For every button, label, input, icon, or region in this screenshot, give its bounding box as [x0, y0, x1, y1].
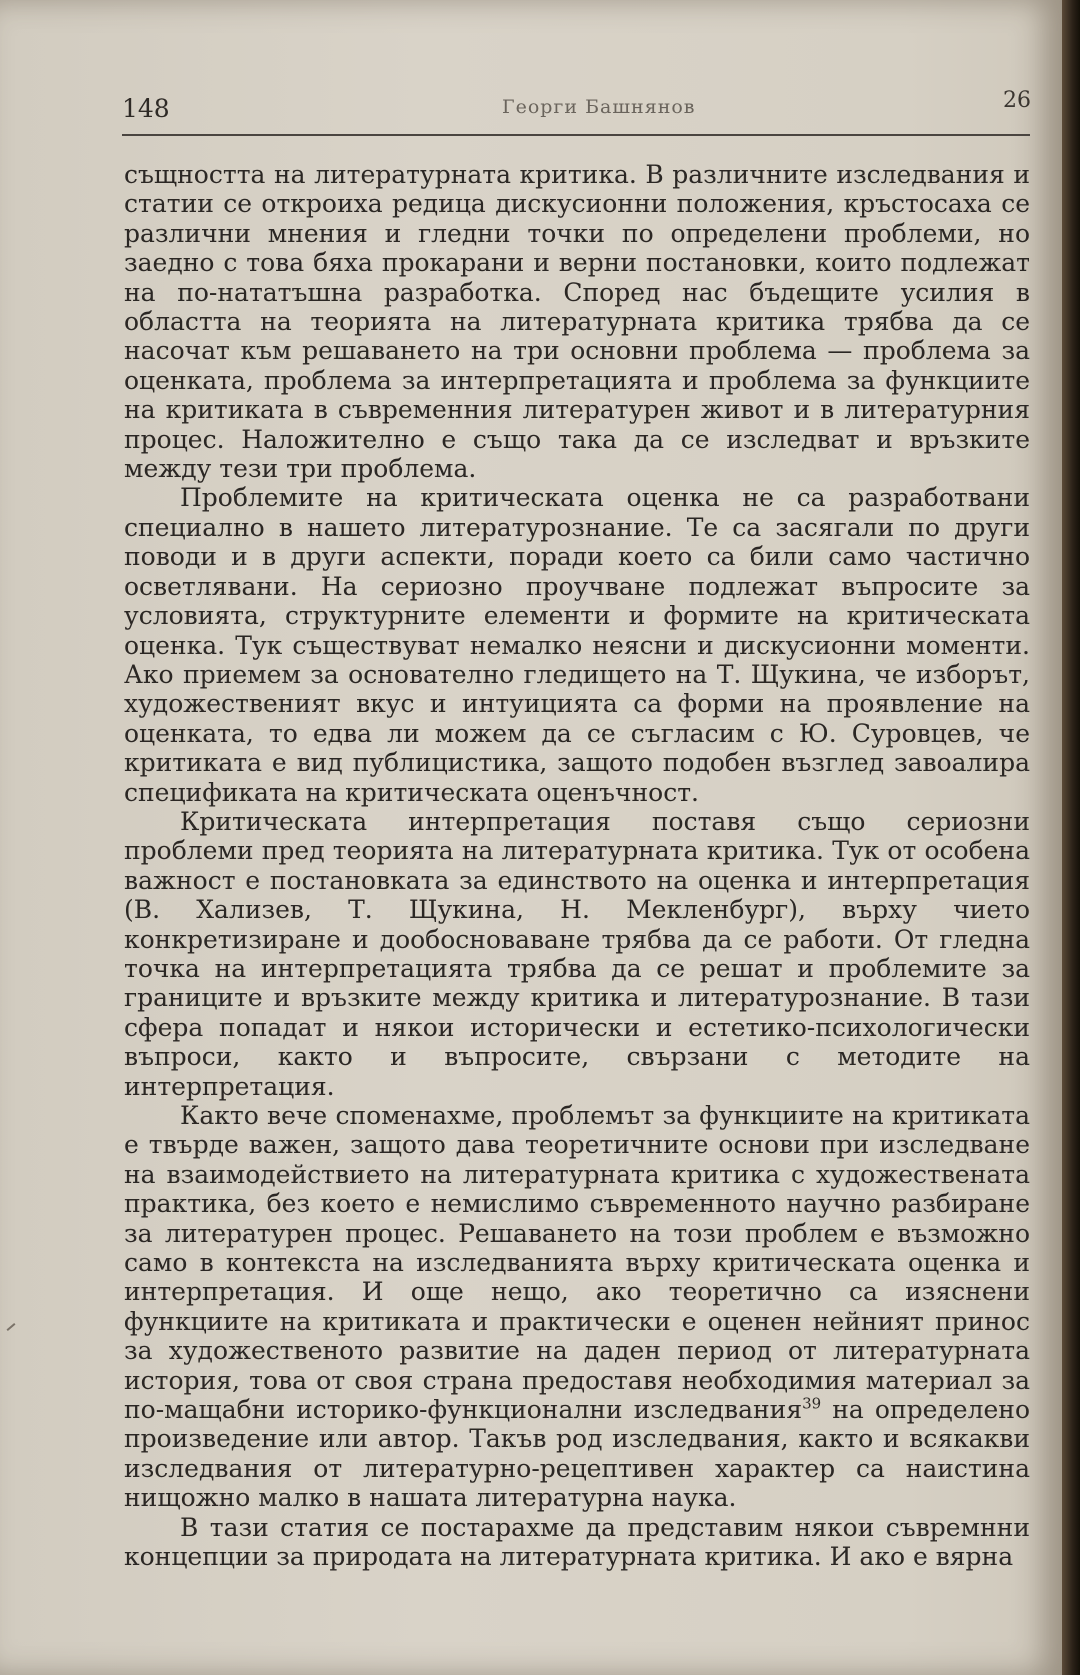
paragraph-3: Критическата интерпретация поставя също сериозни проблеми пред теорията на литературната критика. Тук от особена важност е постановката за единството на оценка и интерпретация (В. Хализев, Т. Щукина, Н. Мекленбург), върху чието конкретизиране и дообосноваване трябва да се работи. От гледна точка на интерпретацията трябва да се решат и проблемите за границите и връзките между критика и литературознание. В тази сфера попадат и някои исторически и естетико-психологически въпроси, както и въпросите, свързани с методите на интерпретация.: [124, 806, 1030, 1101]
paragraph-1: същността на литературната критика. В различните изследвания и статии се откроиха редица дискусионни положения, кръстосаха се различни мнения и гледни точки по определени проблеми, но заедно с това бяха прокарани и верни постановки, които подлежат на по-нататъшна разработка. Според нас бъдещите усилия в областта на теорията на литературната критика трябва да се насочат към решаването на три основни проблема — проблема за оценката, проблема за интерпретацията и проблема за функциите на критиката в съвременния литературен живот и в литературния процес. Наложително е също така да се изследват и връзките между тези три проблема.: [124, 160, 1030, 484]
paragraph-2: Проблемите на критическата оценка не са разработвани специално в нашето литературознание. Те са засягали по други поводи и в други аспекти, поради което са били само частично осветлявани. На сериозно проучване подлежат въпросите за условията, структурните елементи и формите на критическата оценка. Тук съществуват немалко неясни и дискусионни моменти. Ако приемем за основателно гледището на Т. Щукина, че изборът, художественият вкус и интуицията са форми на проявление на оценката, то едва ли можем да се съгласим с Ю. Суровцев, че критиката е вид публицистика, защото подобен възглед завоалира спецификата на критическата оценъчност.: [124, 483, 1030, 807]
header-rule: [122, 134, 1030, 136]
paragraph-4: [124, 1101, 1030, 1513]
footnote-ref[interactable]: 39: [802, 1394, 822, 1413]
page-number: 148: [122, 94, 170, 123]
margin-mark: [7, 1323, 16, 1331]
running-head: Георги Башнянов: [502, 96, 696, 118]
body-text: [124, 160, 1030, 1572]
paragraph-4-part-1: Както вече споменахме, проблемът за функциите на критиката е твърде важен, защото дава теоретичните основи при изследване на взаимодействието на литературната критика с художествената практика, без което е немислимо съвременното научно разбиране за литературен процес. Решаването на този проблем е възможно само в контекста на изследванията върху критическата оценка и интерпретация. И още нещо, ако теоретично са изяснени функциите на критиката и практически е оценен нейният принос за художественото развитие на даден период от литературната история, това от своя страна предоставя необходимия материал за по-мащабни историко-функционални изследвания: [124, 1101, 1030, 1425]
page-header: [0, 88, 1062, 128]
signature-mark: 26: [1003, 88, 1031, 113]
paragraph-4-part-2: на определено произведение или автор. Такъв род изследвания, както и всякакви изследвания от литературно-рецептивен характер са наистина нищожно малко в нашата литературна наука.: [124, 1395, 1030, 1513]
paragraph-5: В тази статия се постарахме да представим някои съвремнни концепции за природата на литературната критика. И ако е вярна: [124, 1512, 1030, 1572]
book-spine: [1062, 0, 1080, 1675]
